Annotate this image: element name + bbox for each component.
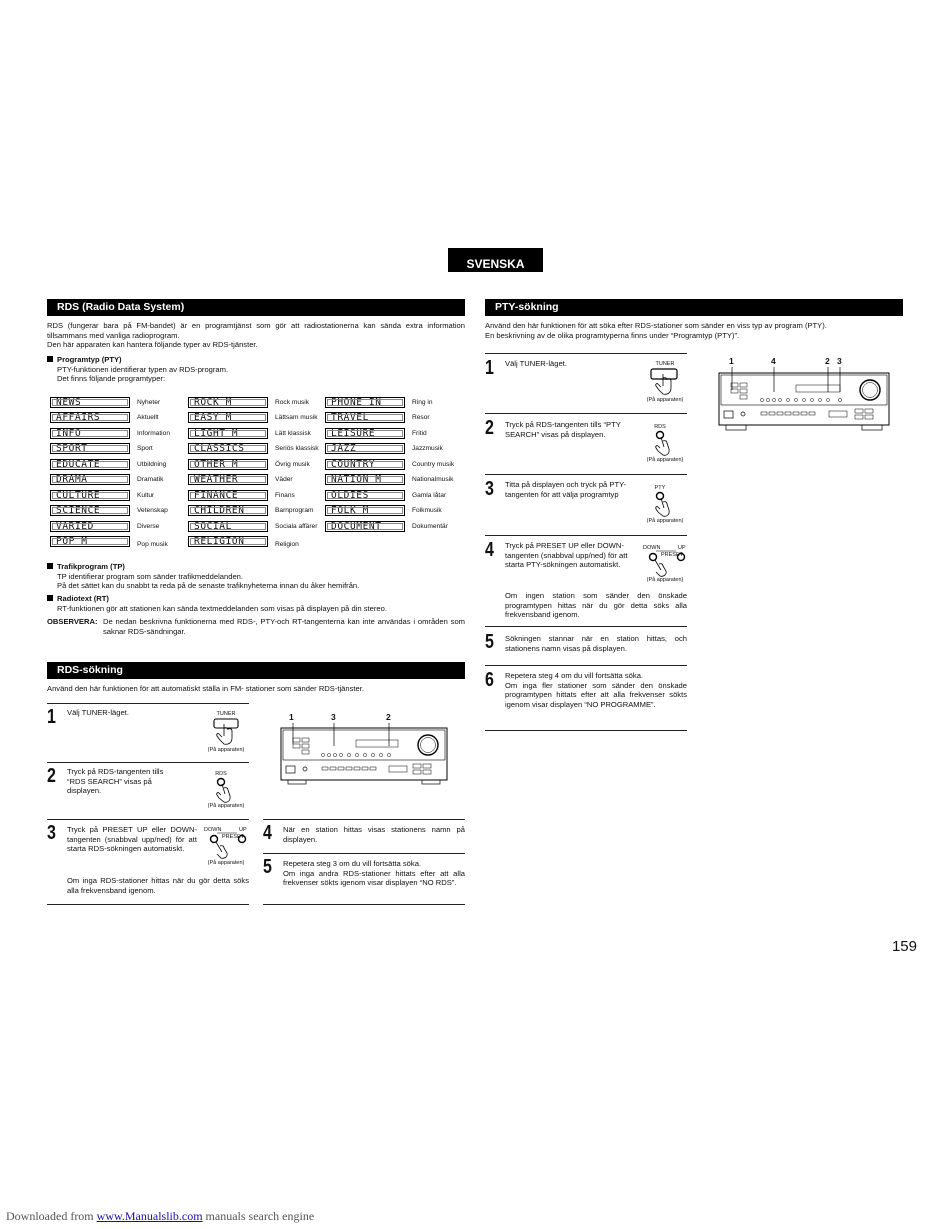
rt-block bbox=[47, 594, 465, 613]
preset-button-icon bbox=[639, 542, 691, 586]
icon-label: UP bbox=[678, 545, 686, 551]
callout-label: 2 bbox=[386, 712, 391, 722]
divider bbox=[47, 703, 249, 704]
callout-label: 3 bbox=[837, 356, 842, 366]
icon-label: PRESET bbox=[222, 834, 245, 840]
step-number: 1 bbox=[47, 706, 56, 728]
pty-translation: Information bbox=[137, 429, 170, 437]
pty-code-display: VARIED bbox=[50, 521, 130, 532]
pty-translation: Country musik bbox=[412, 460, 455, 468]
pty-translation: Finans bbox=[275, 491, 295, 499]
pty-code-display: OLDIES bbox=[325, 490, 405, 501]
icon-label: PTY bbox=[654, 485, 666, 491]
step-extra: Om inga fler stationer som sänder den önskade programtypen hittats efter att alla frekvenser sökts igenom visar displayen “NO PROGRAMME”. bbox=[505, 680, 687, 709]
pty-translation: Rock musik bbox=[275, 399, 310, 406]
step-number: 5 bbox=[485, 631, 494, 653]
step-number: 4 bbox=[485, 539, 494, 561]
pty-translation: Lätt klassisk bbox=[275, 429, 311, 437]
tp-desc: TP identifierar program som sänder trafikmeddelanden. bbox=[57, 571, 243, 581]
rds-button-icon bbox=[639, 421, 691, 465]
pty-intro-line: Använd den här funktionen för att söka efter RDS-stationer som sänder en viss typ av program (PTY). bbox=[485, 321, 827, 330]
bullet-square-icon bbox=[47, 356, 53, 362]
divider bbox=[47, 762, 249, 763]
icon-caption: (På apparaten) bbox=[207, 860, 245, 866]
step-text: Tryck på RDS-tangenten tills “PTY SEARCH” visas på displayen. bbox=[505, 420, 621, 439]
step-text: När en station hittas visas stationens namn på displayen. bbox=[283, 825, 465, 844]
pty-code-display: EDUCATE bbox=[50, 459, 130, 470]
pty-code-display: CHILDREN bbox=[188, 505, 268, 516]
note-block bbox=[47, 617, 465, 636]
icon-label: RDS bbox=[215, 771, 227, 777]
pty-code-display: PHONE IN bbox=[325, 397, 405, 408]
page-number: 159 bbox=[891, 938, 917, 955]
icon-caption: (På apparaten) bbox=[646, 397, 684, 403]
tuner-button-icon bbox=[639, 358, 691, 406]
icon-caption: (På apparaten) bbox=[646, 518, 684, 524]
pty-code-display: EASY M bbox=[188, 412, 268, 423]
divider bbox=[263, 904, 465, 905]
tp-block bbox=[47, 562, 465, 591]
receiver-diagram-pty bbox=[716, 356, 892, 434]
pty-code-display: INFO bbox=[50, 428, 130, 439]
pty-code-display: SCIENCE bbox=[50, 505, 130, 516]
pty-code-display: AFFAIRS bbox=[50, 412, 130, 423]
receiver-diagram-rds bbox=[278, 712, 450, 788]
step-number: 3 bbox=[485, 478, 494, 500]
step-text: Repetera steg 3 om du vill fortsätta söka. bbox=[283, 859, 422, 868]
footer-prefix: Downloaded from bbox=[6, 1209, 97, 1223]
receiver-icon bbox=[716, 356, 892, 434]
pty-translation: Resor bbox=[412, 414, 430, 422]
pty-code-display: DOCUMENT bbox=[325, 521, 405, 532]
pty-code-display: WEATHER bbox=[188, 474, 268, 485]
pty-code-display: JAZZ bbox=[325, 443, 405, 454]
pty-translation: Barnprogram bbox=[275, 507, 314, 515]
preset-button-icon bbox=[200, 826, 252, 870]
divider bbox=[485, 413, 687, 414]
rds-search-intro: Använd den här funktionen för att automatiskt ställa in FM- stationer som sänder RDS-tjänster. bbox=[47, 684, 364, 693]
icon-label: DOWN bbox=[204, 827, 222, 833]
pty-code-display: CLASSICS bbox=[188, 443, 268, 454]
divider bbox=[263, 819, 465, 820]
rt-desc: RT-funktionen gör att stationen kan sända textmeddelanden som visas på displayen på din stereo. bbox=[57, 603, 387, 613]
step-text: Titta på displayen och tryck på PTY-tangenten för att välja programtyp bbox=[505, 480, 626, 499]
bullet-square-icon bbox=[47, 563, 53, 569]
pty-code-display: RELIGION bbox=[188, 536, 268, 547]
divider bbox=[485, 626, 687, 627]
pty-search-title: PTY-sökning bbox=[485, 299, 903, 316]
rds-step-4 bbox=[263, 822, 465, 852]
tuner-button-icon bbox=[200, 710, 252, 758]
pty-code-display: TRAVEL bbox=[325, 412, 405, 423]
divider bbox=[485, 353, 687, 354]
pty-translation: Sport bbox=[137, 445, 153, 453]
step-extra: Om inga andra RDS-stationer hittats efter att alla frekvenser sökts igenom visar displayen “NO RDS”. bbox=[283, 868, 465, 888]
rds-search-title: RDS-sökning bbox=[47, 662, 465, 679]
step-text: Tryck på PRESET UP eller DOWN-tangenten (snabbval upp/ned) för att starta PTY-sökningen automatiskt. bbox=[505, 541, 628, 570]
step-text: Repetera steg 4 om du vill fortsätta söka. bbox=[505, 671, 644, 680]
pty-step-5 bbox=[485, 630, 687, 664]
step-extra: Om inga RDS-stationer hittas när du gör detta söks alla frekvensband igenom. bbox=[67, 876, 249, 895]
pty-translation: Övrig musik bbox=[275, 460, 310, 468]
pty-translation: Kultur bbox=[137, 491, 155, 499]
language-label: SVENSKA bbox=[466, 257, 525, 271]
pty-translation: Jazzmusik bbox=[412, 445, 443, 453]
step-text: Tryck på RDS-tangenten tills “RDS SEARCH” visas på displayen. bbox=[67, 767, 164, 796]
pty-translation: Fritid bbox=[412, 429, 427, 437]
rds-intro-line: Den här apparaten kan hantera följande typer av RDS-tjänster. bbox=[47, 340, 258, 350]
step-number: 6 bbox=[485, 669, 494, 691]
pty-code-display: DRAMA bbox=[50, 474, 130, 485]
step-number: 2 bbox=[47, 765, 56, 787]
pty-code-display: NEWS bbox=[50, 397, 130, 408]
pty-code-display: SPORT bbox=[50, 443, 130, 454]
pty-step-6 bbox=[485, 668, 687, 728]
pty-translation: Nationalmusik bbox=[412, 476, 454, 484]
hand-press-icon bbox=[639, 490, 691, 520]
divider bbox=[485, 665, 687, 666]
pty-code-display: ROCK M bbox=[188, 397, 268, 408]
step-number: 1 bbox=[485, 357, 494, 379]
pty-translation: Folkmusik bbox=[412, 507, 442, 515]
divider bbox=[485, 535, 687, 536]
icon-label: RDS bbox=[654, 424, 666, 430]
icon-label: TUNER bbox=[216, 711, 236, 717]
pty-code-display: SOCIAL bbox=[188, 521, 268, 532]
icon-label: DOWN bbox=[643, 545, 661, 551]
pty-translation: Vetenskap bbox=[137, 507, 168, 515]
step-number: 3 bbox=[47, 822, 56, 844]
pty-translation: Lättsam musik bbox=[275, 414, 318, 422]
note-text: De nedan beskrivna funktionerna med RDS-, PTY-och RT-tangenterna kan inte användas i områden som saknar RDS-sändningar. bbox=[103, 617, 465, 636]
pty-translation: Väder bbox=[275, 476, 293, 484]
pty-code-display: OTHER M bbox=[188, 459, 268, 470]
note-label: OBSERVERA: bbox=[47, 617, 98, 626]
pty-translation: Gamla låtar bbox=[412, 491, 447, 499]
icon-label: TUNER bbox=[655, 361, 675, 367]
step-text: Sökningen stannar när en station hittas, och stationens namn visas på displayen. bbox=[505, 634, 687, 653]
callout-label: 3 bbox=[331, 712, 336, 722]
pty-code-display: NATION M bbox=[325, 474, 405, 485]
pty-translation: Dramatik bbox=[137, 476, 164, 484]
pty-translation: Ring in bbox=[412, 399, 433, 406]
pty-desc: Det finns följande programtyper: bbox=[57, 374, 166, 384]
tp-heading: Trafikprogram (TP) bbox=[57, 562, 125, 571]
pty-block bbox=[47, 355, 465, 384]
callout-label: 4 bbox=[771, 356, 776, 366]
footer-suffix: manuals search engine bbox=[202, 1209, 315, 1223]
pty-code-display: LEISURE bbox=[325, 428, 405, 439]
pty-code-display: COUNTRY bbox=[325, 459, 405, 470]
divider bbox=[485, 730, 687, 731]
pty-translation: Nyheter bbox=[137, 399, 161, 406]
hand-press-icon bbox=[200, 776, 252, 806]
pty-translation: Diverse bbox=[137, 522, 160, 530]
rds-intro bbox=[47, 321, 465, 350]
hand-press-icon bbox=[200, 716, 252, 748]
divider bbox=[47, 904, 249, 905]
icon-label: PRESET bbox=[661, 552, 684, 558]
icon-label: UP bbox=[239, 827, 247, 833]
pty-translation: Aktuellt bbox=[137, 414, 159, 422]
pty-search-intro bbox=[485, 321, 903, 340]
pty-translation: Seriös klassisk bbox=[275, 445, 319, 453]
tp-desc: På det sättet kan du snabbt ta reda på de senaste trafiknyheterna innan du åker hemifrån. bbox=[57, 581, 360, 591]
hand-press-icon bbox=[639, 429, 691, 459]
pty-translation: Sociala affärer bbox=[275, 522, 318, 530]
hand-press-icon bbox=[639, 366, 691, 398]
step-number: 5 bbox=[263, 856, 272, 878]
bullet-square-icon bbox=[47, 595, 53, 601]
callout-label: 1 bbox=[729, 356, 734, 366]
callout-label: 2 bbox=[825, 356, 830, 366]
footer-link[interactable]: www.Manualslib.com bbox=[96, 1209, 203, 1223]
step-text: Tryck på PRESET UP eller DOWN-tangenten (snabbval upp/ned) för att starta RDS-sökningen automatiskt. bbox=[67, 825, 197, 854]
icon-caption: (På apparaten) bbox=[646, 457, 684, 463]
step-text: Välj TUNER-läget. bbox=[505, 359, 567, 368]
rt-heading: Radiotext (RT) bbox=[57, 594, 109, 603]
rds-step-5 bbox=[263, 856, 465, 904]
footer bbox=[6, 1209, 314, 1224]
pty-code-display: POP M bbox=[50, 536, 130, 547]
divider bbox=[47, 819, 249, 820]
icon-caption: (På apparaten) bbox=[207, 803, 245, 809]
pty-code-display: CULTURE bbox=[50, 490, 130, 501]
pty-button-icon bbox=[639, 482, 691, 526]
step-number: 2 bbox=[485, 417, 494, 439]
pty-desc: PTY-funktionen identifierar typen av RDS-program. bbox=[57, 364, 229, 374]
receiver-icon bbox=[278, 712, 450, 788]
pty-translation: Religion bbox=[275, 541, 299, 549]
icon-caption: (På apparaten) bbox=[646, 577, 684, 583]
language-tab bbox=[448, 248, 543, 272]
step-text: Välj TUNER-läget. bbox=[67, 708, 129, 717]
divider bbox=[485, 474, 687, 475]
rds-button-icon bbox=[200, 770, 252, 814]
pty-translation: Utbildning bbox=[137, 460, 167, 468]
pty-heading: Programtyp (PTY) bbox=[57, 355, 122, 364]
pty-translation: Pop musik bbox=[137, 541, 168, 549]
callout-label: 1 bbox=[289, 712, 294, 722]
step-number: 4 bbox=[263, 822, 272, 844]
rds-section-title: RDS (Radio Data System) bbox=[47, 299, 465, 316]
divider bbox=[263, 853, 465, 854]
step-extra: Om ingen station som sänder den önskade programtypen hittas när du gör detta söks alla frekvensband igenom. bbox=[505, 591, 687, 620]
pty-intro-line: En beskrivning av de olika programtyperna finns under “Programtyp (PTY)”. bbox=[485, 330, 740, 340]
rds-intro-line: RDS (fungerar bara på FM-bandet) är en programtjänst som gör att radiostationerna kan sända extra information tillsammans med vanliga radioprogram. bbox=[47, 321, 465, 340]
pty-translation: Dokumentär bbox=[412, 522, 448, 530]
icon-caption: (På apparaten) bbox=[207, 747, 245, 753]
pty-code-display: FINANCE bbox=[188, 490, 268, 501]
pty-code-display: FOLK M bbox=[325, 505, 405, 516]
pty-code-display: LIGHT M bbox=[188, 428, 268, 439]
